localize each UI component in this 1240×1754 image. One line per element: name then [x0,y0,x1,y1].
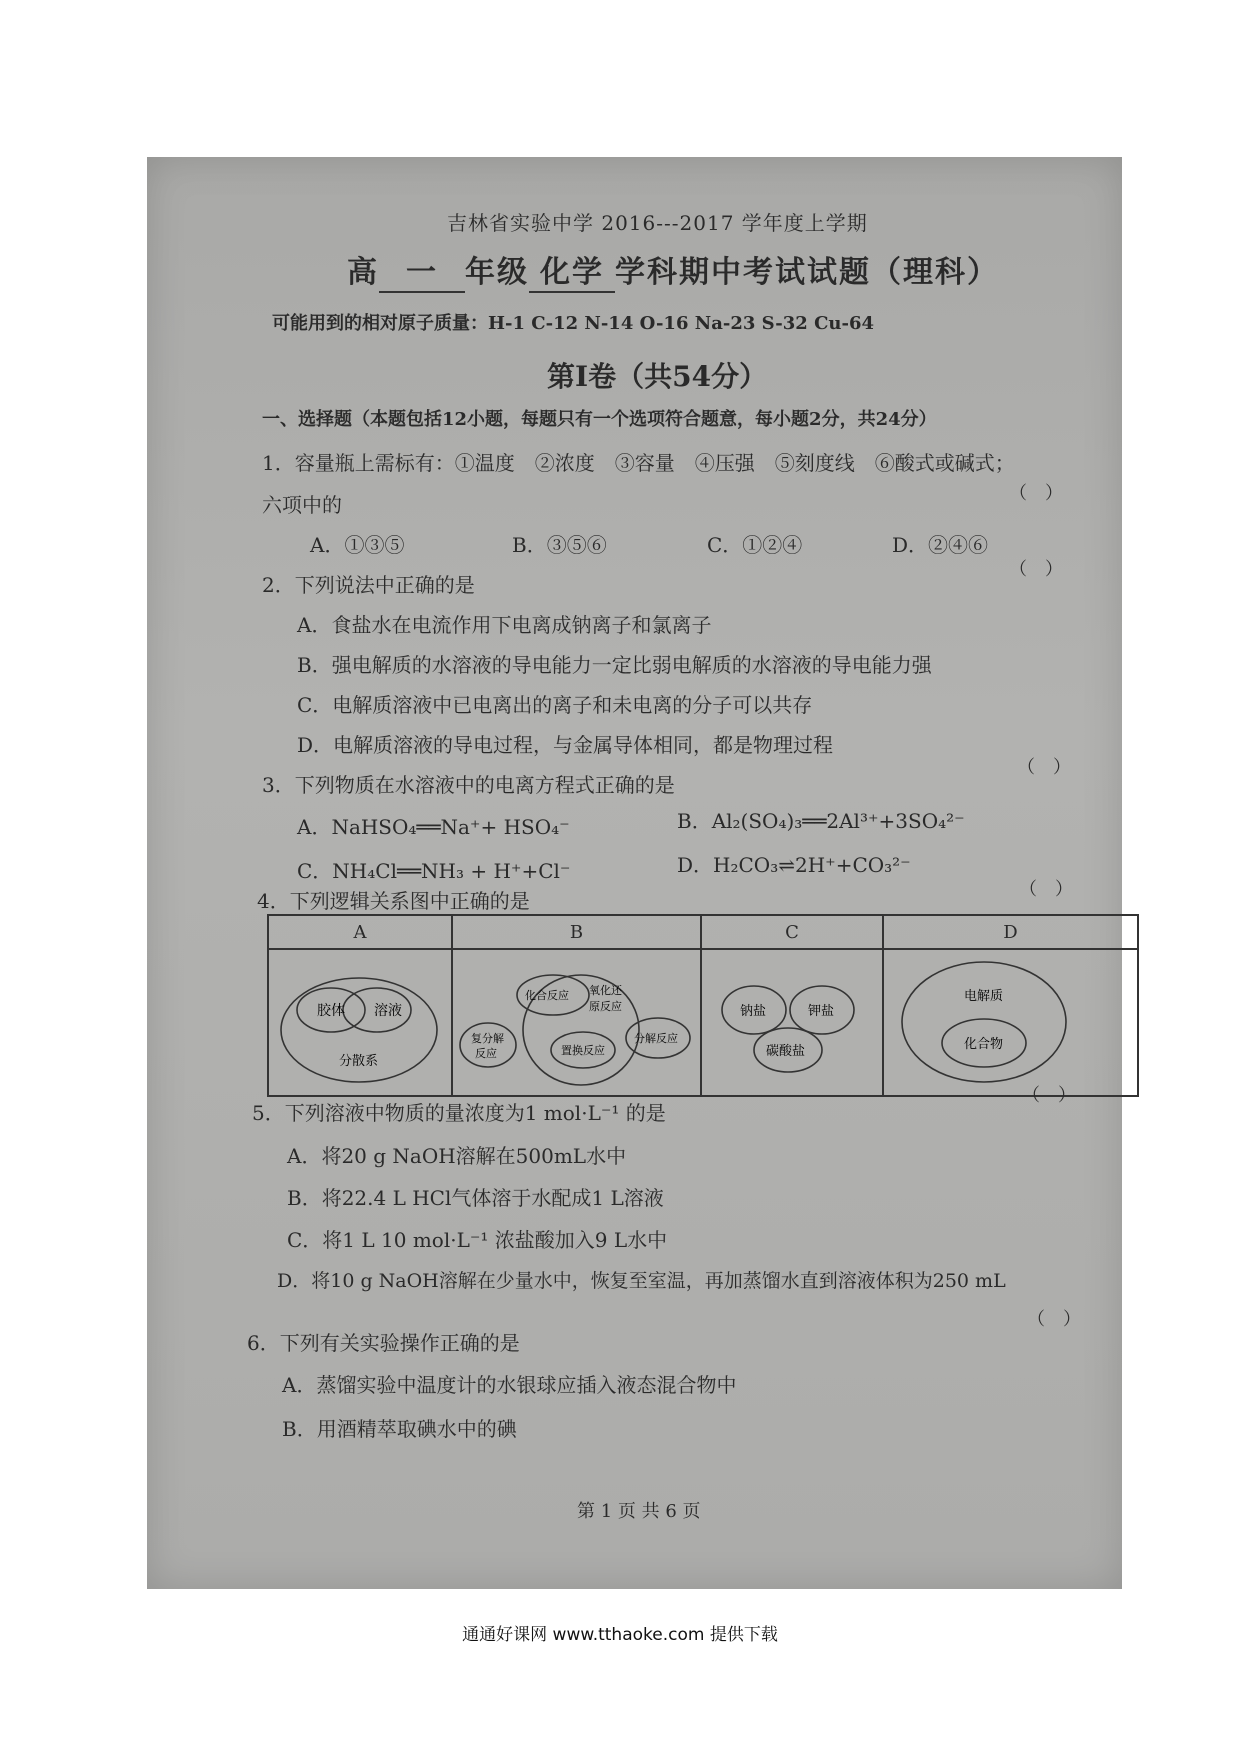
a-colloid-label: 胶体 [317,1003,345,1019]
q2-option-c: C．电解质溶液中已电离出的离子和未电离的分子可以共存 [297,693,813,717]
b-decomposition-label: 分解反应 [634,1032,678,1045]
q3-option-a: A．NaHSO₄══Na⁺+ HSO₄⁻ [297,815,570,839]
subject-value: 化学 [529,247,615,293]
b-redox-label-2: 原反应 [589,1000,622,1013]
q2-stem: 2．下列说法中正确的是 [262,573,475,597]
title-rest: 学科期中考试试题（理科） [615,255,999,290]
page-footer: 第 1 页 共 6 页 [577,1501,701,1522]
q3-answer-paren: （ ） [1017,757,1071,778]
q2-option-a: A．食盐水在电流作用下电离成钠离子和氯离子 [297,613,712,637]
q2-answer-paren: （ ） [1009,559,1063,580]
diagram-b-venn [453,950,698,1090]
section-title: 一、选择题（本题包括12小题，每题只有一个选项符合题意，每小题2分，共24分） [262,409,937,430]
q5-option-b: B．将22.4 L HCl气体溶于水配成1 L溶液 [287,1186,664,1210]
c-carbonate-label: 碳酸盐 [766,1044,806,1059]
diagram-a-venn [269,950,449,1090]
exam-photo [147,157,1122,1589]
d-electrolyte-label: 电解质 [964,989,1004,1004]
q6-option-a: A．蒸馏实验中温度计的水银球应插入液态混合物中 [282,1373,737,1397]
q1-option-c: C．①②④ [707,533,803,557]
diagram-d-venn [884,950,1084,1090]
q1-answer-paren: （ ） [1009,483,1063,504]
diagram-header-c: C [701,915,883,949]
diagram-c [701,949,883,1096]
q5-option-d: D．将10 g NaOH溶解在少量水中，恢复至室温，再加蒸馏水直到溶液体积为250 mL [277,1270,1006,1292]
d-compound-label: 化合物 [964,1037,1004,1052]
q3-stem: 3．下列物质在水溶液中的电离方程式正确的是 [262,773,675,797]
b-double-decomp-label-2: 反应 [475,1047,497,1060]
q1-stem: 1．容量瓶上需标有：①温度 ②浓度 ③容量 ④压强 ⑤刻度线 ⑥酸式或碱式； [262,451,1015,475]
q3-option-c: C．NH₄Cl══NH₃ + H⁺+Cl⁻ [297,859,571,883]
volume-title: 第Ⅰ卷（共54分） [547,360,768,393]
q4-answer-paren: （ ） [1019,879,1073,900]
q5-option-a: A．将20 g NaOH溶解在500mL水中 [287,1144,627,1168]
a-dispersion-label: 分散系 [339,1054,379,1069]
q3-option-d: D．H₂CO₃⇌2H⁺+CO₃²⁻ [677,853,911,877]
q5-stem: 5．下列溶液中物质的量浓度为1 mol·L⁻¹ 的是 [252,1101,666,1125]
q1-option-a: A．①③⑤ [310,533,405,557]
q5-answer-paren: （ ） [1022,1085,1076,1106]
q6-stem: 6．下列有关实验操作正确的是 [247,1331,520,1355]
q1-option-d: D．②④⑥ [892,533,989,557]
school-line: 吉林省实验中学 2016---2017 学年度上学期 [447,211,868,235]
a-solution-label: 溶液 [374,1003,402,1019]
diagram-c-venn [702,950,880,1090]
q6-answer-paren: （ ） [1027,1309,1081,1330]
logic-diagram-table [267,914,1139,1097]
diagram-header-d: D [883,915,1138,949]
site-watermark: 通通好课网 www.tthaoke.com 提供下载 [462,1625,778,1645]
b-double-decomp-label-1: 复分解 [471,1032,504,1045]
b-replacement-label: 置换反应 [561,1044,605,1057]
c-sodium-salt-label: 钠盐 [740,1004,767,1019]
diagram-a [268,949,452,1096]
q2-option-b: B．强电解质的水溶液的导电能力一定比弱电解质的水溶液的导电能力强 [297,653,932,677]
q3-option-b: B．Al₂(SO₄)₃══2Al³⁺+3SO₄²⁻ [677,809,965,833]
q4-stem: 4．下列逻辑关系图中正确的是 [257,889,530,913]
diagram-d [883,949,1138,1096]
q6-option-b: B．用酒精萃取碘水中的碘 [282,1417,517,1441]
grade-suffix: 年级 [465,255,529,290]
diagram-b [452,949,701,1096]
diagram-header-b: B [452,915,701,949]
grade-value: 一 [379,247,465,293]
diagram-header-a: A [268,915,452,949]
c-potassium-salt-label: 钾盐 [808,1004,835,1019]
exam-title [347,247,999,293]
grade-prefix: 高 [347,255,379,290]
q1-option-b: B．③⑤⑥ [512,533,607,557]
b-redox-label-1: 氧化还 [589,984,622,997]
b-combination-label: 化合反应 [525,989,569,1002]
q5-option-c: C．将1 L 10 mol·L⁻¹ 浓盐酸加入9 L水中 [287,1228,668,1252]
atomic-masses: 可能用到的相对原子质量：H-1 C-12 N-14 O-16 Na-23 S-32 Cu-64 [272,313,875,334]
q2-option-d: D．电解质溶液的导电过程，与金属导体相同，都是物理过程 [297,733,834,757]
q1-stem-cont: 六项中的 [262,493,342,517]
